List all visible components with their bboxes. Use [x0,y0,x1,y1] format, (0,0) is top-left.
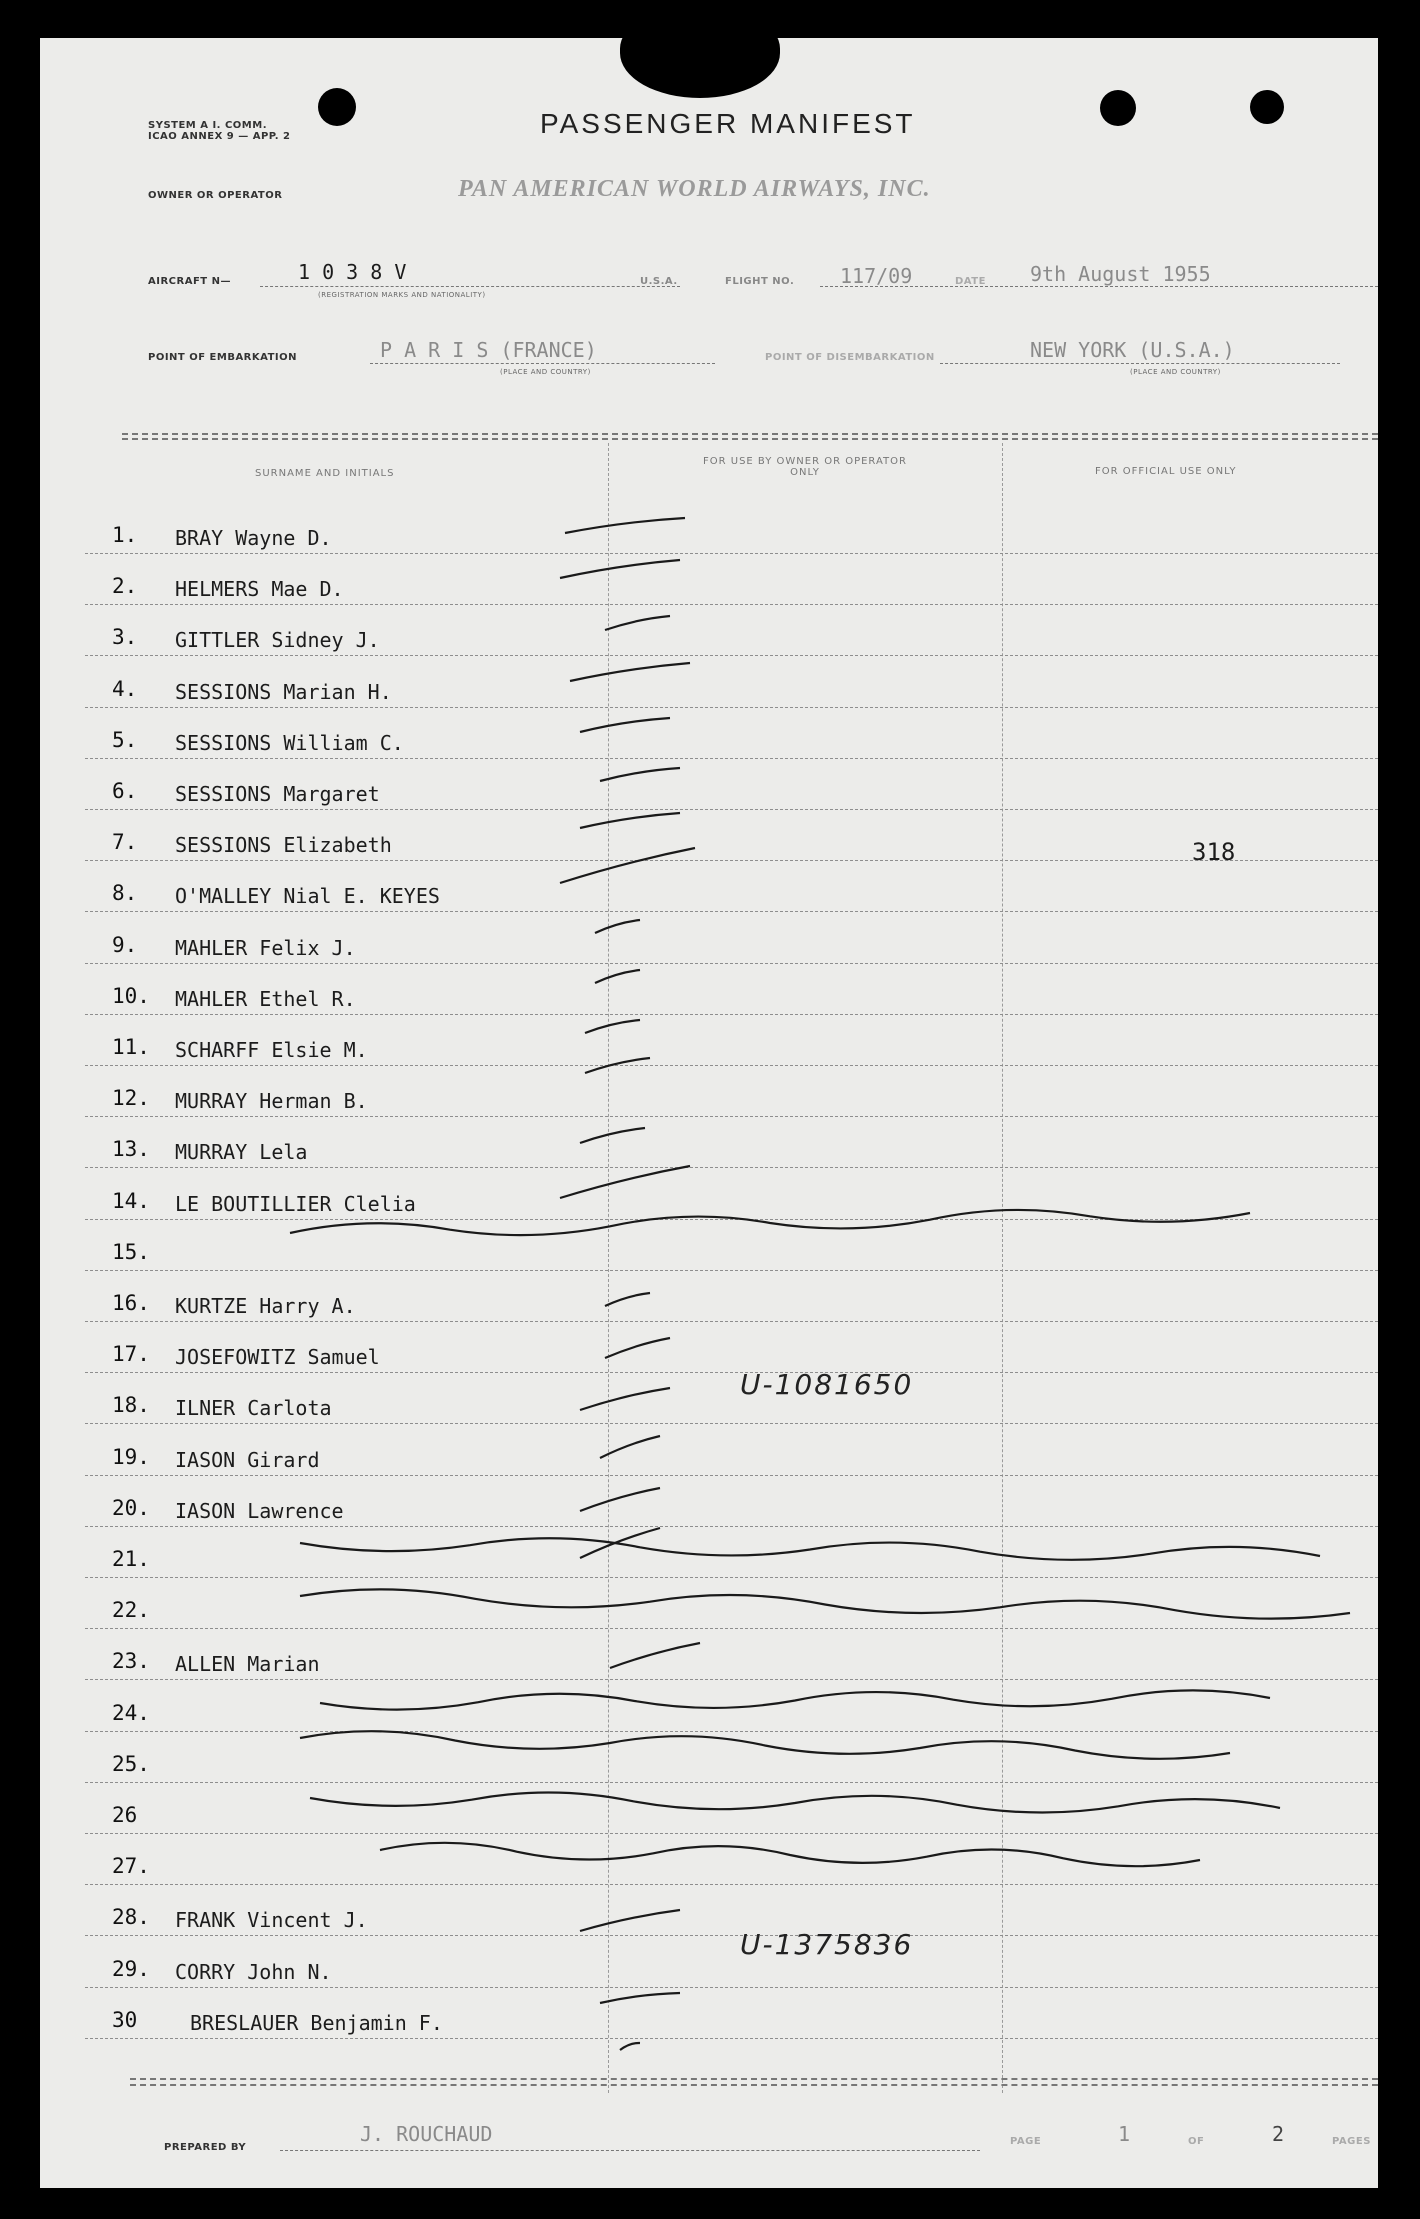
row-number: 12. [112,1086,150,1110]
check-mark [580,1128,645,1143]
check-mark [605,616,670,630]
disembark-value: NEW YORK (U.S.A.) [1030,338,1235,362]
date-label: DATE [955,276,986,287]
check-mark [600,1993,680,2003]
row-number: 23. [112,1649,150,1673]
prepared-label: PREPARED BY [164,2142,247,2153]
passenger-name: KURTZE Harry A. [175,1294,356,1318]
embark-label: POINT OF EMBARKATION [148,352,298,363]
check-mark [600,1436,660,1458]
passenger-name: BRESLAUER Benjamin F. [190,2011,443,2035]
check-mark [565,518,685,533]
aircraft-value: 1 0 3 8 V [298,260,407,284]
embark-caption: (PLACE AND COUNTRY) [500,368,591,376]
row-number: 21. [112,1547,150,1571]
check-mark [580,1910,680,1931]
check-mark [560,848,695,883]
check-mark [605,1338,670,1358]
disembark-caption: (PLACE AND COUNTRY) [1130,368,1221,376]
check-mark [580,813,680,828]
check-mark [620,2043,640,2050]
passenger-name: BRAY Wayne D. [175,526,332,550]
cancellation-line [300,1731,1230,1759]
passenger-name: IASON Girard [175,1448,320,1472]
row-number: 26 [112,1803,138,1827]
footer-rule [130,2078,1378,2080]
passenger-name: JOSEFOWITZ Samuel [175,1345,380,1369]
passenger-name: MURRAY Lela [175,1140,308,1164]
check-mark [585,1058,650,1073]
row-number: 10. [112,984,150,1008]
check-mark [560,560,680,578]
visa-number-row29: U-1375836 [740,1928,914,1961]
cancellation-line [380,1843,1200,1866]
row-number: 25. [112,1752,150,1776]
row-number: 28. [112,1905,150,1929]
row-number: 20. [112,1496,150,1520]
row-number: 7. [112,830,138,854]
check-mark [560,1166,690,1198]
row-number: 15. [112,1240,150,1264]
check-mark [580,1488,660,1511]
passenger-name: HELMERS Mae D. [175,577,344,601]
flight-value: 117/09 [840,264,913,288]
column-header-owner-use: FOR USE BY OWNER OR OPERATOR ONLY [703,456,907,478]
visa-number-row18: U-1081650 [740,1368,914,1401]
check-mark [570,663,690,681]
passenger-name: O'MALLEY Nial E. KEYES [175,884,440,908]
passenger-name: GITTLER Sidney J. [175,628,380,652]
passenger-name: LE BOUTILLIER Clelia [175,1192,416,1216]
registration-caption: (REGISTRATION MARKS AND NATIONALITY) [318,291,486,299]
embark-value: P A R I S (FRANCE) [380,338,597,362]
row-number: 6. [112,779,138,803]
passenger-name: SCHARFF Elsie M. [175,1038,368,1062]
check-mark [585,1020,640,1033]
passenger-name: FRANK Vincent J. [175,1908,368,1932]
passenger-name: MAHLER Felix J. [175,936,356,960]
row-number: 8. [112,881,138,905]
row-number: 30 [112,2008,138,2032]
page-title: PASSENGER MANIFEST [540,108,916,139]
pages-label: PAGES [1332,2136,1371,2147]
passenger-name: SESSIONS Marian H. [175,680,392,704]
check-mark [600,768,680,781]
handwritten-marks [40,38,1378,2188]
passenger-name: MURRAY Herman B. [175,1089,368,1113]
disembark-label: POINT OF DISEMBARKATION [765,352,935,363]
row-number: 24. [112,1701,150,1725]
row-number: 2. [112,574,138,598]
country-label: U.S.A. [640,276,678,287]
row-number: 18. [112,1393,150,1417]
row-number: 22. [112,1598,150,1622]
check-mark [605,1293,650,1306]
of-value: 2 [1272,2122,1285,2146]
cancellation-line [290,1210,1250,1235]
passenger-name: SESSIONS William C. [175,731,404,755]
row-number: 27. [112,1854,150,1878]
passenger-name: SESSIONS Elizabeth [175,833,392,857]
prepared-underline [280,2150,980,2151]
date-value: 9th August 1955 [1030,262,1211,286]
row-number: 17. [112,1342,150,1366]
page-value: 1 [1118,2122,1131,2146]
page-label: PAGE [1010,2136,1042,2147]
form-ref-line2: ICAO ANNEX 9 — APP. 2 [148,131,291,142]
passenger-name: MAHLER Ethel R. [175,987,356,1011]
check-mark [610,1643,700,1668]
flight-label: FLIGHT NO. [725,276,795,287]
cancellation-line [300,1589,1350,1618]
row-number: 19. [112,1445,150,1469]
column-header-official-use: FOR OFFICIAL USE ONLY [1095,466,1237,477]
owner-label: OWNER OR OPERATOR [148,190,283,201]
prepared-value: J. ROUCHAUD [360,2122,493,2146]
check-mark [580,718,670,732]
check-mark [580,1388,670,1410]
row-number: 11. [112,1035,150,1059]
footer-rule-2 [130,2084,1378,2086]
row-number: 1. [112,523,138,547]
check-mark [595,970,640,983]
row-number: 14. [112,1189,150,1213]
row-number: 29. [112,1957,150,1981]
row-number: 16. [112,1291,150,1315]
official-number: 318 [1192,838,1236,866]
row-number: 13. [112,1137,150,1161]
row-number: 3. [112,625,138,649]
passenger-name: ILNER Carlota [175,1396,332,1420]
passenger-name: IASON Lawrence [175,1499,344,1523]
check-mark [595,920,640,933]
row-number: 4. [112,677,138,701]
passenger-name: ALLEN Marian [175,1652,320,1676]
manifest-page [40,38,1378,2188]
row-number: 9. [112,933,138,957]
aircraft-label: AIRCRAFT N— [148,276,231,287]
row-number: 5. [112,728,138,752]
cancellation-line [310,1792,1280,1812]
column-header-surname: SURNAME AND INITIALS [255,468,395,479]
passenger-name: SESSIONS Margaret [175,782,380,806]
cancellation-line [300,1538,1320,1560]
of-label: OF [1188,2136,1205,2147]
passenger-name: CORRY John N. [175,1960,332,1984]
form-ref-line1: SYSTEM A I. COMM. [148,120,267,131]
operator-name: PAN AMERICAN WORLD AIRWAYS, INC. [458,176,931,202]
cancellation-line [320,1690,1270,1709]
